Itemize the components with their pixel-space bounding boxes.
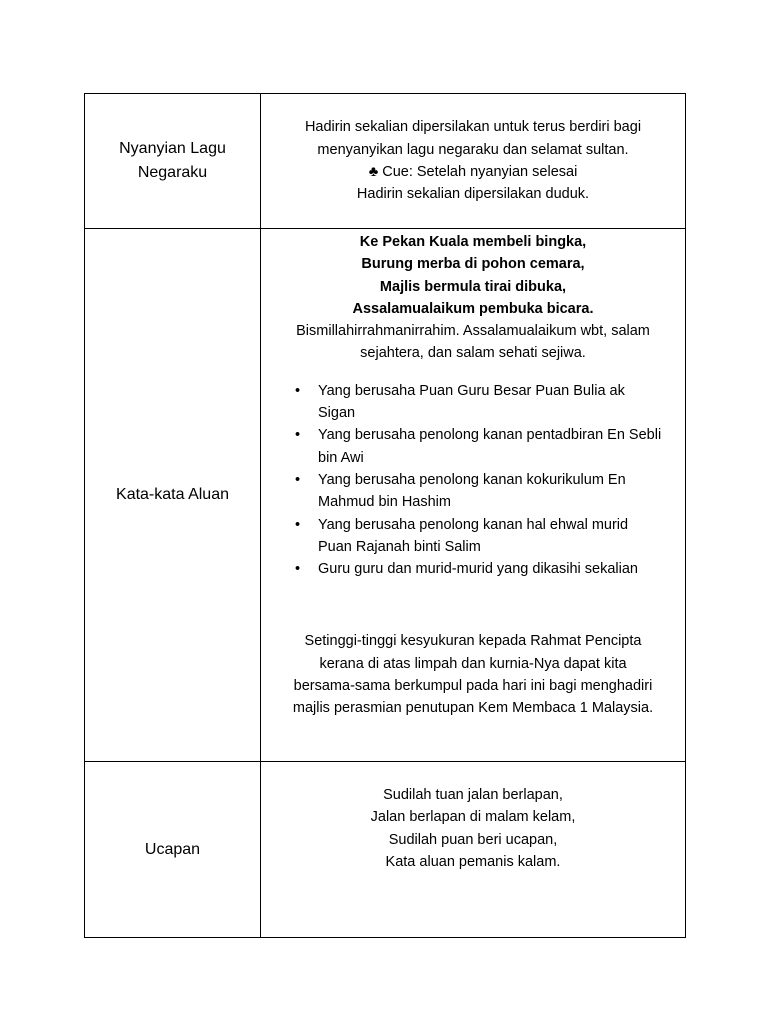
section-label-ucapan xyxy=(85,762,261,938)
list-item-text: Guru guru dan murid-murid yang dikasihi sekalian xyxy=(318,561,638,578)
list-item-text: Yang berusaha penolong kanan hal ehwal murid Puan Rajanah binti Salim xyxy=(318,516,629,555)
pantun-line: Burung merba di pohon cemara, xyxy=(361,256,585,273)
section-label-text: Nyanyian Lagu Negaraku xyxy=(119,140,226,181)
section-content-negaraku xyxy=(261,94,686,229)
list-item xyxy=(291,380,665,425)
cue-text: Cue: Setelah nyanyian selesai xyxy=(382,164,578,180)
pantun-line: Majlis bermula tirai dibuka, xyxy=(379,278,567,295)
list-item xyxy=(291,424,665,469)
pantun-line: Ke Pekan Kuala membeli bingka, xyxy=(359,234,587,250)
pantun-line: Sudilah puan beri ucapan, xyxy=(388,831,558,848)
instruction-line: Hadirin sekalian dipersilakan duduk. xyxy=(356,186,590,203)
bullet-icon: • xyxy=(295,427,301,444)
list-item-text: Yang berusaha penolong kanan pentadbiran En Sebli bin Awi xyxy=(318,427,662,466)
pantun-line: Sudilah tuan jalan berlapan, xyxy=(383,787,563,803)
instruction-line: Hadirin sekalian dipersilakan untuk terus berdiri bagi xyxy=(304,119,642,136)
table-row-negaraku xyxy=(85,94,686,229)
section-content-ucapan xyxy=(261,762,686,938)
section-label-negaraku xyxy=(85,94,261,229)
pantun-line: Jalan berlapan di malam kelam, xyxy=(370,809,576,826)
table-row-ucapan xyxy=(85,762,686,938)
bullet-icon: • xyxy=(295,382,301,399)
section-label-text: Ucapan xyxy=(144,840,201,858)
club-icon: ♣ xyxy=(368,164,379,180)
greeting-paragraph: Bismillahirrahmanirrahim. Assalamualaikum wbt, salam sejahtera, dan salam sehati sejiwa. xyxy=(296,323,650,362)
section-label-text: Kata-kata Aluan xyxy=(116,486,229,503)
opening-pantun xyxy=(267,231,679,320)
section-content-kata-aluan xyxy=(261,229,686,762)
pantun-line: Assalamualaikum pembuka bicara. xyxy=(352,300,594,317)
list-item-text: Yang berusaha Puan Guru Besar Puan Bulia ak Sigan xyxy=(318,382,625,422)
list-item xyxy=(291,514,665,559)
bullet-icon: • xyxy=(295,561,301,578)
bullet-icon: • xyxy=(295,516,301,533)
greeting-list xyxy=(291,380,665,581)
pantun-line: Kata aluan pemanis kalam. xyxy=(385,853,561,870)
cue-line xyxy=(261,161,685,183)
bullet-icon: • xyxy=(295,471,301,488)
list-item-text: Yang berusaha penolong kanan kokurikulum En Mahmud bin Hashim xyxy=(318,471,626,511)
table-row-kata-aluan xyxy=(85,229,686,762)
program-table xyxy=(84,93,686,938)
section-label-kata-aluan xyxy=(85,229,261,762)
closing-paragraph: Setinggi-tinggi kesyukuran kepada Rahmat Pencipta kerana di atas limpah dan kurnia-Nya dapat kita bersama-sama berkumpul pada hari ini bagi menghadiri majlis perasmian penutupan Kem Membaca 1 Malaysia. xyxy=(292,633,654,717)
list-item xyxy=(291,558,665,580)
instruction-line: menyanyikan lagu negaraku dan selamat sultan. xyxy=(317,141,629,158)
list-item xyxy=(291,469,665,514)
